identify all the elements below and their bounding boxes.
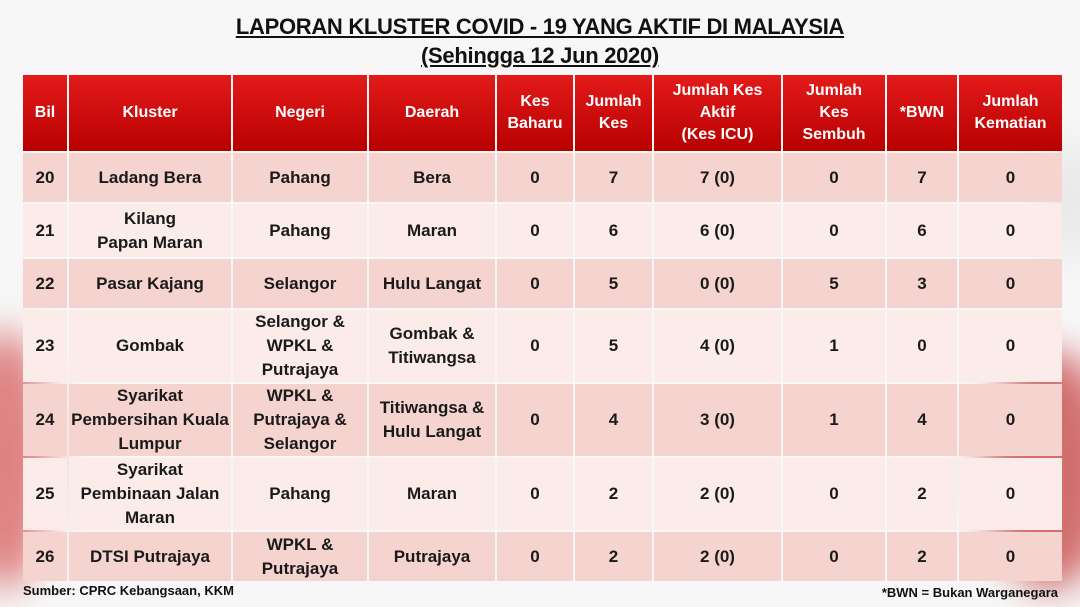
cell-kes-aktif: 2 (0) — [654, 532, 781, 581]
cell-kes-sembuh: 0 — [783, 532, 885, 581]
table-row — [23, 384, 1062, 456]
cell-kematian: 0 — [959, 458, 1062, 530]
header-jumlah-kes-sembuh: Jumlah Kes Sembuh — [783, 75, 885, 151]
cell-jumlah-kes: 4 — [575, 384, 652, 456]
header-bwn: *BWN — [887, 75, 957, 151]
cell-kes-aktif: 3 (0) — [654, 384, 781, 456]
cell-kes-sembuh: 1 — [783, 310, 885, 382]
cell-kematian: 0 — [959, 532, 1062, 581]
cell-daerah: Titiwangsa & Hulu Langat — [369, 384, 495, 456]
cell-negeri: Selangor & WPKL & Putrajaya — [233, 310, 367, 382]
cell-daerah: Putrajaya — [369, 532, 495, 581]
table-row — [23, 458, 1062, 530]
cell-daerah: Bera — [369, 153, 495, 202]
cell-bwn: 2 — [887, 532, 957, 581]
cell-kes-baharu: 0 — [497, 532, 573, 581]
cell-daerah: Maran — [369, 458, 495, 530]
cell-bwn: 3 — [887, 259, 957, 308]
cell-negeri: Pahang — [233, 204, 367, 257]
cell-bil: 22 — [23, 259, 67, 308]
header-kes-baharu: Kes Baharu — [497, 75, 573, 151]
cell-kluster: Gombak — [69, 310, 231, 382]
cell-kluster: Syarikat Pembersihan Kuala Lumpur — [69, 384, 231, 456]
cell-kes-baharu: 0 — [497, 153, 573, 202]
cell-negeri: WPKL & Putrajaya & Selangor — [233, 384, 367, 456]
cell-kluster: Pasar Kajang — [69, 259, 231, 308]
cell-kes-baharu: 0 — [497, 259, 573, 308]
cell-negeri: WPKL & Putrajaya — [233, 532, 367, 581]
cell-negeri: Pahang — [233, 458, 367, 530]
cell-bwn: 7 — [887, 153, 957, 202]
cell-kes-sembuh: 0 — [783, 153, 885, 202]
cell-bil: 26 — [23, 532, 67, 581]
cell-kematian: 0 — [959, 204, 1062, 257]
cell-negeri: Pahang — [233, 153, 367, 202]
cell-kes-aktif: 6 (0) — [654, 204, 781, 257]
cell-daerah: Maran — [369, 204, 495, 257]
cell-negeri: Selangor — [233, 259, 367, 308]
cell-bil: 21 — [23, 204, 67, 257]
cell-bwn: 2 — [887, 458, 957, 530]
cell-kluster: Kilang Papan Maran — [69, 204, 231, 257]
cell-kluster: Syarikat Pembinaan Jalan Maran — [69, 458, 231, 530]
cell-kes-aktif: 7 (0) — [654, 153, 781, 202]
header-jumlah-kematian: Jumlah Kematian — [959, 75, 1062, 151]
report-title — [0, 12, 1080, 70]
cell-kes-aktif: 4 (0) — [654, 310, 781, 382]
cell-kes-sembuh: 0 — [783, 458, 885, 530]
cell-jumlah-kes: 2 — [575, 532, 652, 581]
cell-jumlah-kes: 5 — [575, 259, 652, 308]
cluster-table — [21, 73, 1064, 583]
cell-bwn: 6 — [887, 204, 957, 257]
cell-kes-sembuh: 1 — [783, 384, 885, 456]
table-row — [23, 204, 1062, 257]
cell-jumlah-kes: 2 — [575, 458, 652, 530]
cell-bil: 20 — [23, 153, 67, 202]
cell-kes-baharu: 0 — [497, 204, 573, 257]
cell-daerah: Gombak & Titiwangsa — [369, 310, 495, 382]
cell-kes-sembuh: 0 — [783, 204, 885, 257]
cell-kes-aktif: 2 (0) — [654, 458, 781, 530]
header-negeri: Negeri — [233, 75, 367, 151]
table-row — [23, 259, 1062, 308]
cell-bwn: 4 — [887, 384, 957, 456]
cell-kematian: 0 — [959, 153, 1062, 202]
cell-bil: 25 — [23, 458, 67, 530]
cell-kematian: 0 — [959, 384, 1062, 456]
header-bil: Bil — [23, 75, 67, 151]
cell-jumlah-kes: 5 — [575, 310, 652, 382]
title-line-1: LAPORAN KLUSTER COVID - 19 YANG AKTIF DI MALAYSIA — [235, 14, 845, 39]
cell-kes-baharu: 0 — [497, 384, 573, 456]
header-kluster: Kluster — [69, 75, 231, 151]
source-note: Sumber: CPRC Kebangsaan, KKM — [23, 583, 234, 598]
title-line-2: (Sehingga 12 Jun 2020) — [421, 43, 659, 68]
header-jumlah-kes: Jumlah Kes — [575, 75, 652, 151]
cell-kes-baharu: 0 — [497, 458, 573, 530]
cell-kematian: 0 — [959, 310, 1062, 382]
bwn-footnote: *BWN = Bukan Warganegara — [881, 585, 1058, 600]
cell-kematian: 0 — [959, 259, 1062, 308]
cell-kes-sembuh: 5 — [783, 259, 885, 308]
cell-kluster: DTSI Putrajaya — [69, 532, 231, 581]
cell-bil: 23 — [23, 310, 67, 382]
cell-bwn: 0 — [887, 310, 957, 382]
table-row — [23, 532, 1062, 581]
cell-jumlah-kes: 6 — [575, 204, 652, 257]
table-header-row — [23, 75, 1062, 151]
cell-bil: 24 — [23, 384, 67, 456]
table-row — [23, 310, 1062, 382]
cell-kluster: Ladang Bera — [69, 153, 231, 202]
header-jumlah-kes-aktif: Jumlah Kes Aktif (Kes ICU) — [654, 75, 781, 151]
cell-kes-baharu: 0 — [497, 310, 573, 382]
cell-kes-aktif: 0 (0) — [654, 259, 781, 308]
cell-daerah: Hulu Langat — [369, 259, 495, 308]
cell-jumlah-kes: 7 — [575, 153, 652, 202]
table-row — [23, 153, 1062, 202]
header-daerah: Daerah — [369, 75, 495, 151]
